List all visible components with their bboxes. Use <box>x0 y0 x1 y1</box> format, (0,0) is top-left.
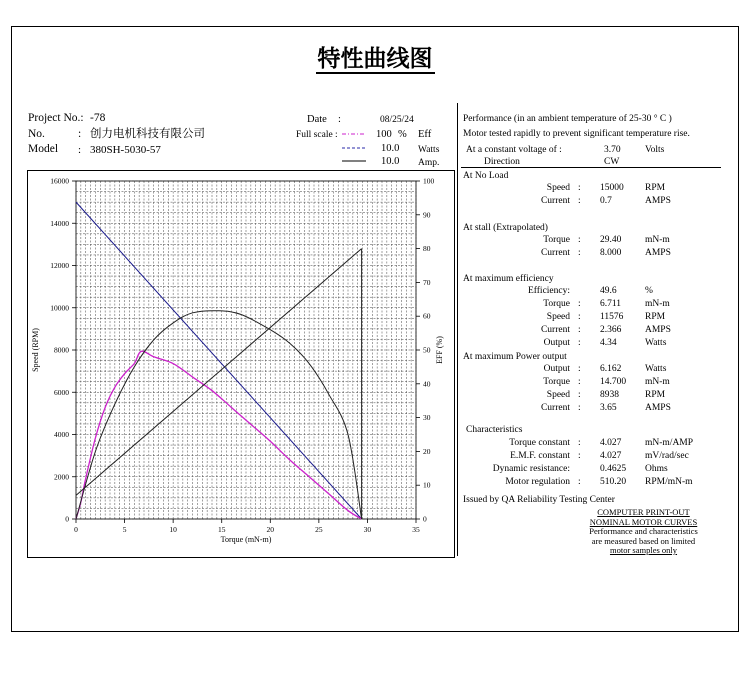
row-label: Speed <box>546 390 570 400</box>
row-unit: Watts <box>645 364 667 374</box>
row-unit: mV/rad/sec <box>645 451 689 461</box>
row-label: Current <box>540 248 570 258</box>
x-tick-label: 35 <box>412 525 420 534</box>
row-sep: : <box>578 196 581 206</box>
x-tick-label: 5 <box>122 525 127 534</box>
row-value: 2.366 <box>600 325 622 335</box>
legend-swatches <box>340 130 370 166</box>
fs-eff-value: 100 <box>376 129 392 140</box>
stall-title: At stall (Extrapolated) <box>463 223 548 233</box>
y2-tick-label: 80 <box>423 244 431 254</box>
row-label: Speed <box>546 312 570 322</box>
row-unit: AMPS <box>645 403 671 413</box>
row-sep: : <box>578 438 581 448</box>
row-label: Efficiency: <box>527 286 570 296</box>
row-label: Speed <box>546 183 570 193</box>
row-label: Torque <box>543 235 570 245</box>
issued-text: Issued by QA Reliability Testing Center <box>463 495 615 505</box>
model-value: 380SH-5030-57 <box>90 144 161 156</box>
y2-tick-label: 10 <box>423 480 431 490</box>
row-value: 49.6 <box>600 286 617 296</box>
row-value: 4.34 <box>600 338 617 348</box>
y-tick-label: 8000 <box>54 345 69 355</box>
fs-watts-value: 10.0 <box>381 143 400 154</box>
direction-underline <box>461 167 721 168</box>
row-sep: : <box>578 364 581 374</box>
y2-tick-label: 70 <box>423 277 431 287</box>
y-tick-label: 10000 <box>50 303 69 313</box>
note-line: NOMINAL MOTOR CURVES <box>589 516 698 527</box>
y-axis-label: Speed (RPM) <box>31 328 40 372</box>
row-value: 6.711 <box>600 299 622 309</box>
row-unit: mN-m <box>645 299 670 309</box>
row-sep: : <box>578 312 581 322</box>
row-value: 15000 <box>600 183 624 193</box>
row-value: 6.162 <box>600 364 622 374</box>
row-sep: : <box>578 403 581 413</box>
fs-amp-name: Amp. <box>418 158 440 168</box>
row-label: Torque <box>543 299 570 309</box>
row-value: 29.40 <box>600 235 622 245</box>
row-unit: Ohms <box>645 464 668 474</box>
row-unit: mN-m/AMP <box>645 438 694 448</box>
char-title: Characteristics <box>466 425 523 435</box>
model-sep: : <box>78 144 82 156</box>
row-label: Current <box>540 196 570 206</box>
row-unit: % <box>645 286 653 296</box>
row-unit: RPM <box>645 183 666 193</box>
fs-amp-value: 10.0 <box>381 156 400 167</box>
note-box <box>580 508 707 556</box>
row-value: 11576 <box>600 312 624 322</box>
y-tick-label: 4000 <box>54 430 69 439</box>
note-line: COMPUTER PRINT-OUT <box>597 507 690 517</box>
y2-tick-label: 40 <box>423 379 431 389</box>
fs-eff-unit: % <box>398 129 407 140</box>
row-label: Torque constant <box>509 438 570 448</box>
noload-title: At No Load <box>463 171 509 181</box>
no-value: 创力电机科技有限公司 <box>90 126 205 140</box>
x-tick-label: 10 <box>169 525 177 534</box>
date-label: Date <box>307 114 327 125</box>
note-line: Performance and characteristics <box>589 526 698 536</box>
fs-eff-name: Eff <box>418 129 432 140</box>
row-label: Current <box>540 325 570 335</box>
y-tick-label: 0 <box>65 514 69 524</box>
row-value: 4.027 <box>600 438 622 448</box>
row-sep: : <box>578 248 581 258</box>
row-label: E.M.F. constant <box>510 451 570 461</box>
row-sep: : <box>578 390 581 400</box>
performance-chart <box>27 170 453 556</box>
row-value: 8938 <box>600 390 619 400</box>
column-divider <box>457 103 458 556</box>
y-tick-label: 2000 <box>54 472 69 482</box>
row-unit: Watts <box>645 338 667 348</box>
row-sep: : <box>578 325 581 335</box>
row-sep: : <box>578 338 581 348</box>
note-line: motor samples only <box>609 545 678 555</box>
series-power-line <box>76 311 362 519</box>
y2-tick-label: 100 <box>423 176 435 186</box>
fullscale-label: Full scale : <box>296 130 338 140</box>
y2-tick-label: 20 <box>423 446 431 456</box>
row-unit: RPM <box>645 312 666 322</box>
y-tick-label: 14000 <box>50 218 69 228</box>
project-value: -78 <box>90 112 106 124</box>
row-unit: AMPS <box>645 196 671 206</box>
row-value: 0.7 <box>600 196 612 206</box>
x-tick-label: 30 <box>363 525 372 534</box>
y-tick-label: 12000 <box>50 261 69 270</box>
maxeff-title: At maximum efficiency <box>463 274 554 284</box>
y2-tick-label: 90 <box>423 210 431 220</box>
row-unit: AMPS <box>645 325 671 335</box>
x-tick-label: 20 <box>266 525 275 534</box>
row-label: Dynamic resistance: <box>492 464 570 474</box>
row-sep: : <box>578 183 581 193</box>
fs-watts-name: Watts <box>418 145 440 155</box>
maxpower-title: At maximum Power output <box>463 352 567 362</box>
row-value: 14.700 <box>600 377 627 387</box>
row-sep: : <box>578 477 581 487</box>
x-tick-label: 25 <box>315 525 323 534</box>
row-value: 510.20 <box>600 477 627 487</box>
perf-tested: Motor tested rapidly to prevent significant temperature rise. <box>463 129 690 139</box>
no-label: No. <box>28 128 45 140</box>
row-unit: RPM <box>645 390 666 400</box>
row-label: Torque <box>543 377 570 387</box>
row-unit: RPM/mN-m <box>645 477 693 487</box>
y-tick-label: 16000 <box>50 176 69 186</box>
row-value: 8.000 <box>600 248 622 258</box>
grid-lines <box>76 181 416 519</box>
row-unit: mN-m <box>645 377 670 387</box>
row-value: 4.027 <box>600 451 622 461</box>
page-title: 特性曲线图 <box>317 46 433 72</box>
row-sep: : <box>578 377 581 387</box>
date-sep: : <box>338 114 341 125</box>
direction-value: CW <box>604 157 620 167</box>
row-value: 0.4625 <box>600 464 627 474</box>
voltage-label: At a constant voltage of : <box>466 145 562 155</box>
row-label: Motor regulation <box>505 477 570 487</box>
voltage-value: 3.70 <box>604 145 621 155</box>
note-line: are measured based on limited <box>591 535 696 546</box>
direction-label: Direction <box>484 157 520 167</box>
y-tick-label: 6000 <box>54 387 69 397</box>
model-label: Model <box>28 143 59 155</box>
project-label: Project No.: <box>28 112 84 124</box>
row-sep: : <box>578 299 581 309</box>
x-axis-label: Torque (mN-m) <box>220 535 272 544</box>
y2-tick-label: 60 <box>423 311 431 321</box>
row-sep: : <box>578 235 581 245</box>
x-tick-label: 15 <box>217 525 226 534</box>
row-unit: mN-m <box>645 235 670 245</box>
voltage-unit: Volts <box>645 145 665 155</box>
row-value: 3.65 <box>600 403 617 413</box>
y2-tick-label: 30 <box>423 413 431 423</box>
x-tick-label: 0 <box>74 525 78 534</box>
row-unit: AMPS <box>645 248 671 258</box>
row-sep: : <box>578 451 581 461</box>
perf-heading: Performance (in an ambient temperature of 25-30 ° C ) <box>463 114 672 124</box>
date-value: 08/25/24 <box>380 115 414 125</box>
no-sep: : <box>78 128 82 140</box>
y2-tick-label: 0 <box>423 514 427 524</box>
row-label: Current <box>540 403 570 413</box>
y2-axis-label: EFF (%) <box>435 336 444 364</box>
y2-tick-label: 50 <box>423 345 431 355</box>
row-label: Output <box>543 338 570 348</box>
row-label: Output <box>543 364 570 374</box>
